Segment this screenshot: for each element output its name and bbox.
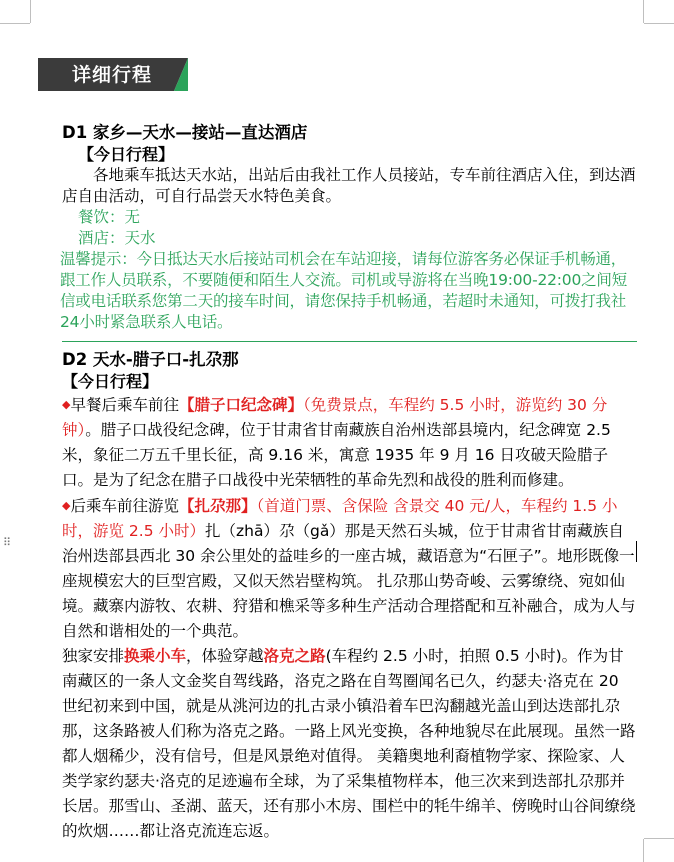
diamond-bullet-icon: ◆ xyxy=(62,499,71,512)
day1-title: D1 家乡—天水—接站—直达酒店 xyxy=(62,123,308,142)
itinerary-content xyxy=(62,122,637,844)
crop-mark xyxy=(643,0,644,23)
day1-hotel: 酒店：天水 xyxy=(78,229,156,247)
highlight: 换乘小车 xyxy=(124,647,187,665)
crop-mark xyxy=(644,23,674,24)
diamond-bullet-icon: ◆ xyxy=(62,398,71,411)
day1-meal: 餐饮：无 xyxy=(78,208,141,226)
crop-mark xyxy=(643,839,644,862)
crop-mark xyxy=(30,0,31,23)
day2-item-luoke-road: 独家安排换乘小车，体验穿越洛克之路(车程约 2.5 小时，拍照 0.5 小时)。作为甘南藏区的一条人文金奖自驾线路，洛克之路在自驾圈闻名已久，约瑟夫·洛克在 20 世纪初来到中国，就是从洮河边的扎古录小镇沿着车巴沟翻越光盖山到达迭部扎尕那，这条路被人们称为洛克之路。一路上风光变换，各种地貌尽在此展现。虽然一路都人烟稀少，没有信号，但是风景绝对值得。 美籍奥地利裔植物学家、探险家、人类学家约瑟夫·洛克的足迹遍布全球，为了采集植物样本，他三次来到迭部扎尕那并长居。那雪山、圣湖、蓝天，还有那小木房、围栏中的牦牛绵羊、傍晚时山谷间缭绕的炊烟……都让洛克流连忘返。 xyxy=(62,647,636,840)
divider xyxy=(62,341,637,342)
place-note: （免费景点，车程约 5.5 小时，游览约 30 分钟） xyxy=(62,396,608,439)
place-name: 【扎尕那】 xyxy=(178,497,257,515)
day2-title: D2 天水-腊子口-扎尕那 xyxy=(62,350,239,369)
drag-handle-icon[interactable]: ⠿ xyxy=(3,536,13,549)
crop-mark xyxy=(0,23,30,24)
day1-subheading: 【今日行程】 xyxy=(78,145,175,164)
highlight: 洛克之路 xyxy=(263,647,326,665)
day2-subheading: 【今日行程】 xyxy=(62,372,159,391)
place-name: 【腊子口纪念碑】 xyxy=(178,396,303,414)
day1-description: 各地乘车抵达天水站，出站后由我社工作人员接站，专车前往酒店入住，到达酒店自由活动，可自行品尝天水特色美食。 xyxy=(62,166,636,205)
section-title: 详细行程 xyxy=(72,64,153,86)
day2-item-zhagana: ◆后乘车前往游览【扎尕那】（首道门票、含保险 含景交 40 元/人，车程约 1.5 小时，游览 2.5 小时）扎（zhā）尕（gǎ）那是天然石头城，位于甘肃省甘南藏族自治州迭部县西北 30 余公里处的益哇乡的一座古城，藏语意为“石匣子”。地形既像一座规模宏大的巨型宫殿，又似天然岩壁构筑。 扎尕那山势奇峻、云雾缭绕、宛如仙境。藏寨内游牧、农耕、狩猎和樵采等多种生产活动合理搭配和互补融合，成为人与自然和谐相处的一个典范。 xyxy=(62,497,636,640)
place-note: （首道门票、含保险 含景交 40 元/人，车程约 1.5 小时，游览 2.5 小时） xyxy=(62,497,618,540)
text-cursor xyxy=(636,541,637,562)
day1-tip: 温馨提示：今日抵达天水后接站司机会在车站迎接，请每位游客务必保证手机畅通，跟工作人员联系，不要随便和陌生人交流。司机或导游将在当晚19:00-22:00之间短信或电话联系您第二天的接车时间，请您保持手机畅通，若超时未通知，可拨打我社24小时紧急联系人电话。 xyxy=(60,250,628,331)
crop-mark xyxy=(644,838,674,839)
day2-item-lazikou: ◆早餐后乘车前往【腊子口纪念碑】（免费景点，车程约 5.5 小时，游览约 30 分钟）。腊子口战役纪念碑，位于甘肃省甘南藏族自治州迭部县境内，纪念碑宽 2.5 米，象征二万五千里长征，高 9.16 米，寓意 1935 年 9 月 16 日攻破天险腊子口。是为了纪念在腊子口战役中光荣牺牲的革命先烈和战役的胜利而修建。 xyxy=(62,396,611,489)
